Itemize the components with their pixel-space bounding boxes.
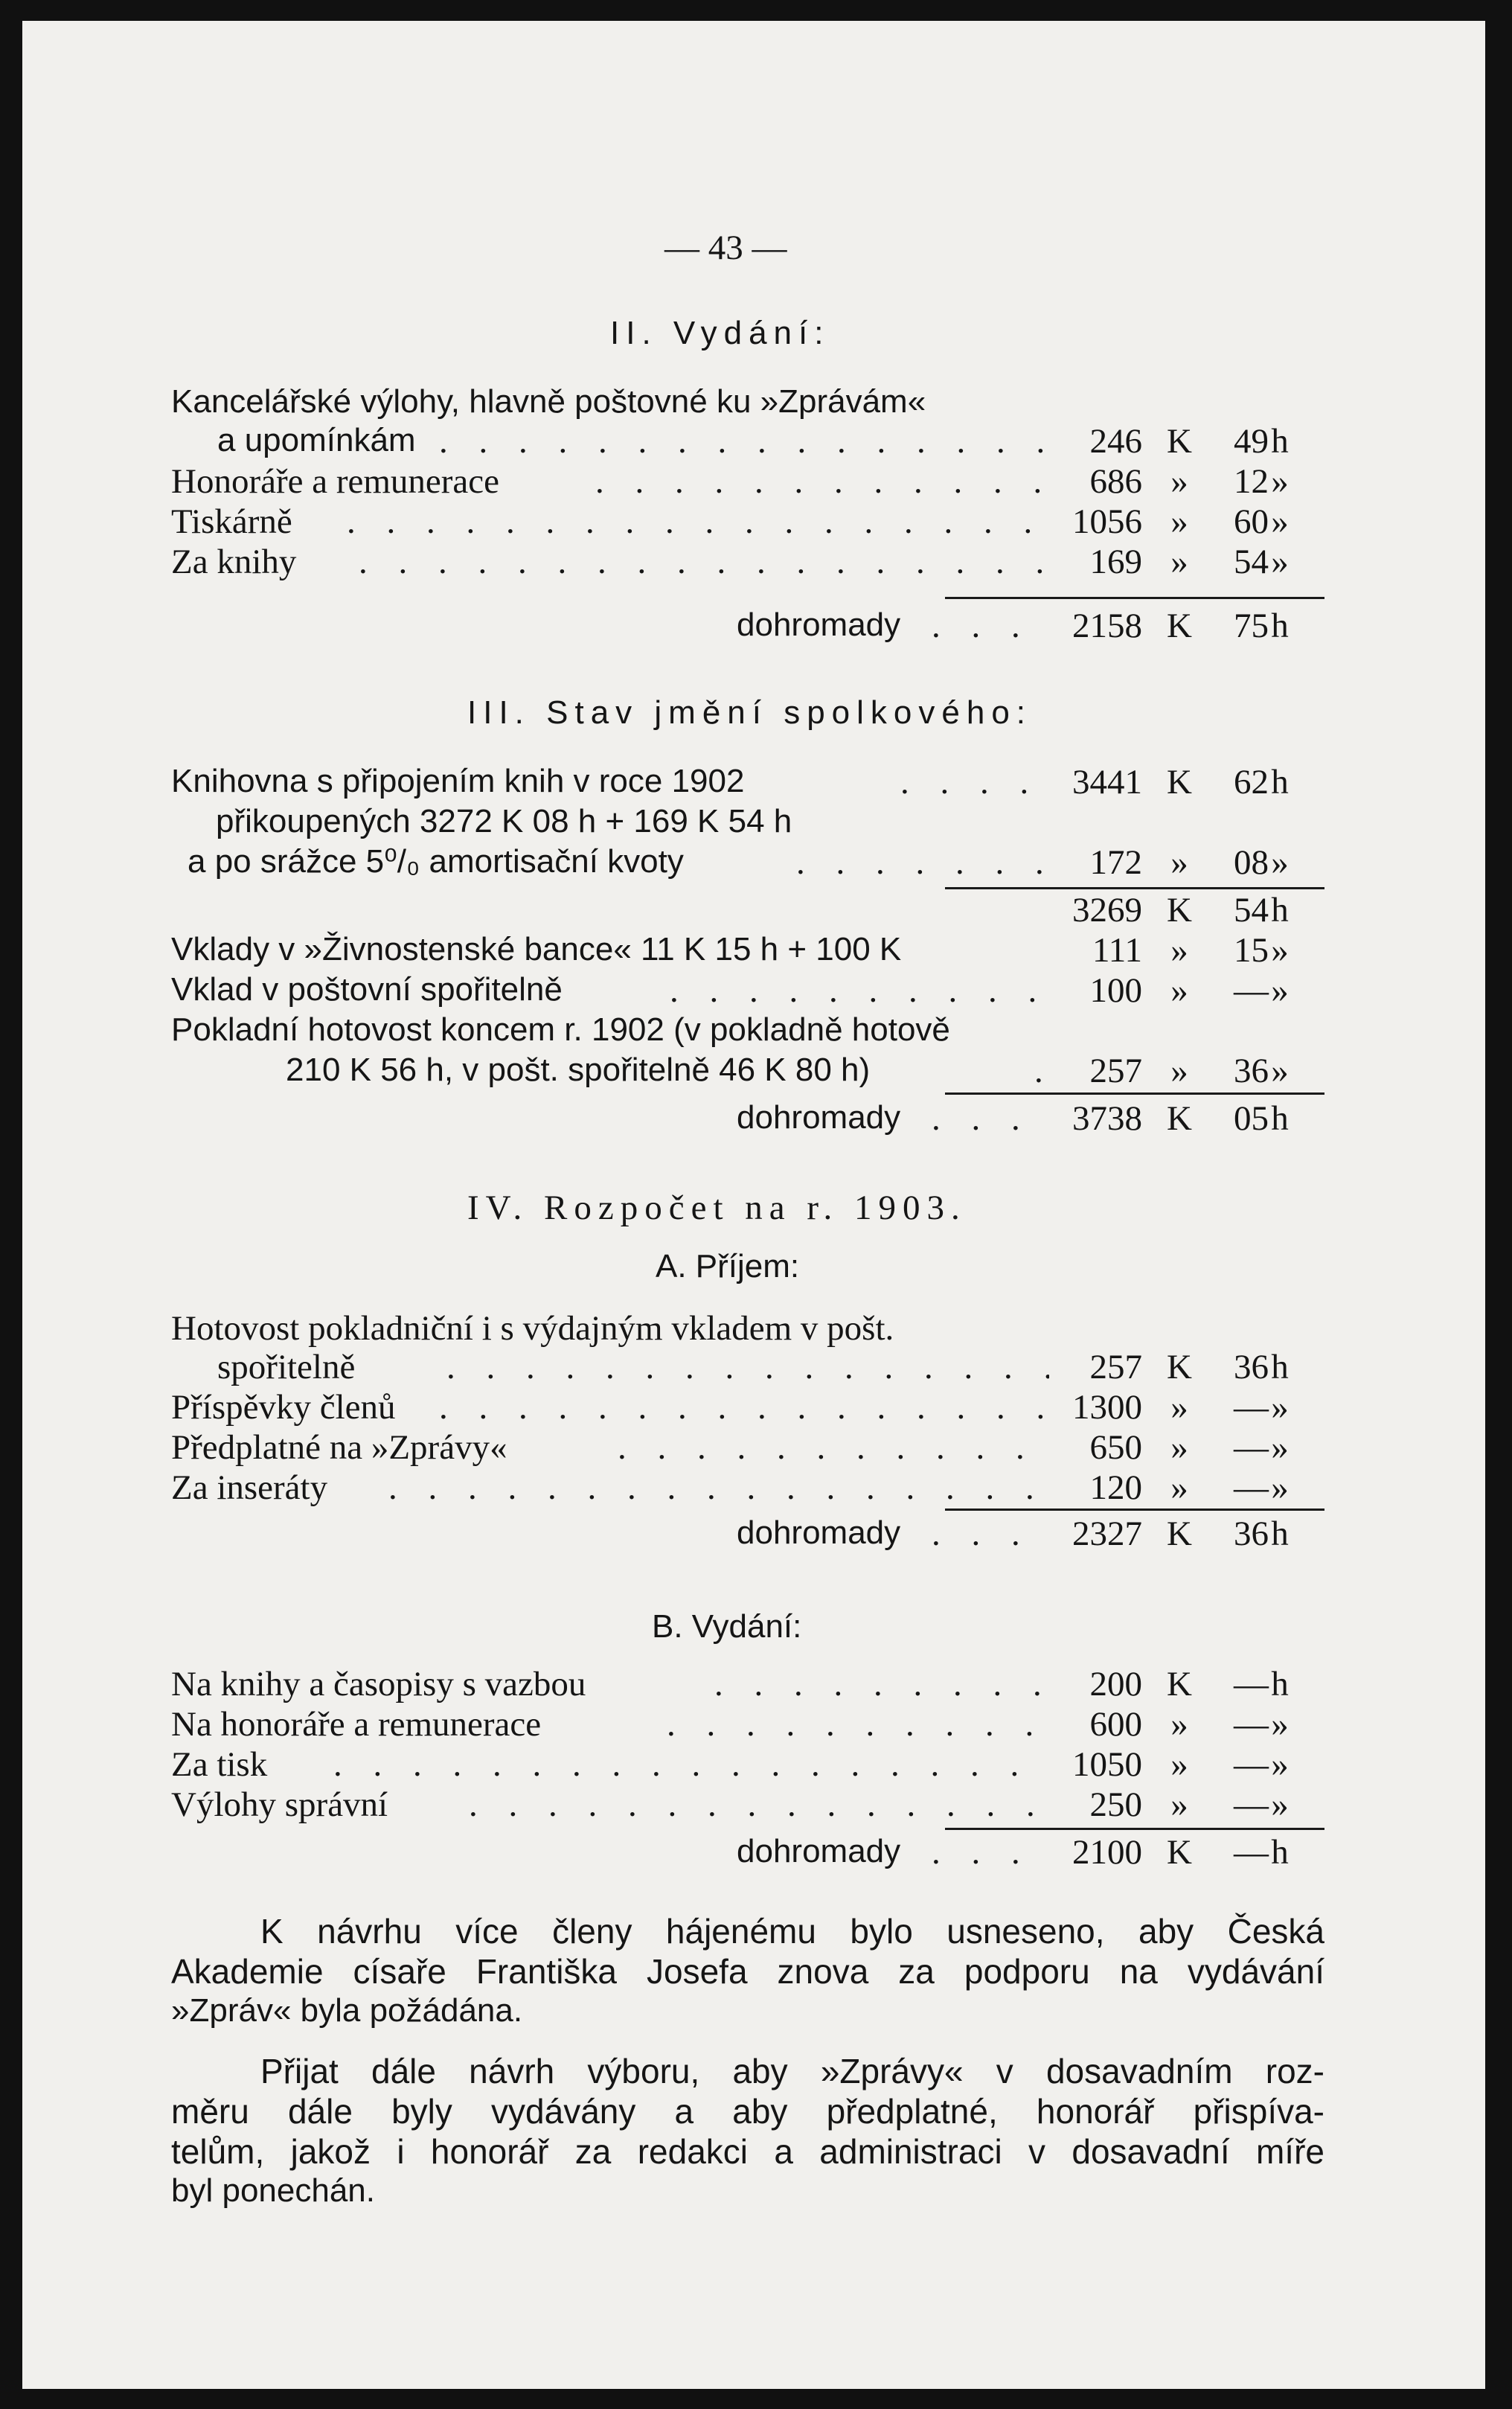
unit: K	[1167, 422, 1192, 461]
paragraph-line: měru dále byly vydávány a aby předplatné, honorář přispíva-	[171, 2092, 1324, 2131]
dot-leader	[439, 424, 1049, 459]
unit: »	[1170, 931, 1188, 970]
unit: »	[1271, 931, 1289, 970]
paragraph-line: K návrhu více členy hájenému bylo usneseno, aby Česká	[260, 1912, 1324, 1951]
dot-leader	[439, 1390, 1049, 1425]
cents: 62	[1234, 763, 1269, 802]
paragraph-line: »Zpráv« byla požádána.	[171, 1992, 523, 2029]
unit: K	[1167, 1514, 1192, 1553]
unit: K	[1167, 763, 1192, 802]
cents: —	[1234, 1785, 1269, 1824]
row-label: Příspěvky členů	[171, 1388, 396, 1427]
subsection-heading: A. Příjem:	[656, 1248, 800, 1285]
dot-leader	[469, 1788, 1049, 1823]
unit: »	[1271, 1785, 1289, 1824]
unit: K	[1167, 1665, 1192, 1703]
unit: »	[1271, 843, 1289, 882]
unit: »	[1271, 1468, 1289, 1507]
section-heading: III. Stav jmění spolkového:	[467, 694, 1033, 731]
dot-leader	[796, 845, 1049, 880]
amount: 600	[1089, 1705, 1142, 1744]
amount: 257	[1089, 1348, 1142, 1386]
unit: h	[1271, 763, 1289, 802]
unit: »	[1271, 462, 1289, 501]
unit: h	[1271, 607, 1289, 645]
cents: 08	[1234, 843, 1269, 882]
section-heading: IV. Rozpočet na r. 1903.	[467, 1188, 967, 1227]
unit: »	[1170, 462, 1188, 501]
section-heading: II. Vydání:	[610, 315, 830, 351]
cents: 05	[1234, 1099, 1269, 1138]
unit: »	[1170, 1052, 1188, 1090]
cents: —	[1234, 1833, 1269, 1872]
row-label: Knihovna s připojením knih v roce 1902	[171, 763, 745, 799]
cents: —	[1234, 1428, 1269, 1467]
unit: »	[1170, 1785, 1188, 1824]
unit: K	[1167, 891, 1192, 930]
dot-leader	[900, 765, 1049, 800]
amount: 650	[1089, 1428, 1142, 1467]
amount: 172	[1089, 843, 1142, 882]
dot-leader	[714, 1667, 1049, 1702]
total-label: dohromady	[737, 607, 901, 643]
amount: 257	[1089, 1052, 1142, 1090]
amount: 1300	[1072, 1388, 1142, 1427]
unit: »	[1170, 502, 1188, 541]
unit: »	[1271, 1388, 1289, 1427]
document-page	[22, 21, 1485, 2389]
dot-leader	[347, 505, 1049, 540]
row-label: Předplatné na »Zprávy«	[171, 1428, 507, 1467]
unit: »	[1170, 1705, 1188, 1744]
unit: h	[1271, 1514, 1289, 1553]
total-label: dohromady	[737, 1514, 901, 1551]
unit: »	[1271, 543, 1289, 581]
unit: h	[1271, 1665, 1289, 1703]
row-label: Na knihy a časopisy s vazbou	[171, 1665, 586, 1703]
cents: 75	[1234, 607, 1269, 645]
row-label: Hotovost pokladniční i s výdajným vkladem v pošt.	[171, 1309, 894, 1348]
row-label: Honoráře a remunerace	[171, 462, 499, 501]
unit: »	[1170, 1428, 1188, 1467]
unit: K	[1167, 1833, 1192, 1872]
amount: 169	[1089, 543, 1142, 581]
cents: —	[1234, 1705, 1269, 1744]
row-label: Kancelářské výlohy, hlavně poštovné ku »Zprávám«	[171, 383, 926, 420]
paragraph-line: byl ponechán.	[171, 2172, 375, 2209]
cents: —	[1234, 1388, 1269, 1427]
unit: »	[1170, 843, 1188, 882]
cents: 12	[1234, 462, 1269, 501]
dot-leader	[595, 464, 1049, 499]
cents: 36	[1234, 1052, 1269, 1090]
paragraph-line: telům, jakož i honorář za redakci a administraci v dosavadní míře	[171, 2132, 1324, 2171]
unit: »	[1170, 1388, 1188, 1427]
unit: h	[1271, 891, 1289, 930]
subsection-heading: B. Vydání:	[652, 1608, 802, 1645]
row-label: Vklad v poštovní spořitelně	[171, 971, 563, 1008]
amount: 3738	[1072, 1099, 1142, 1138]
amount: 2327	[1072, 1514, 1142, 1553]
paragraph-line: Akademie císaře Františka Josefa znova za podporu na vydávání	[171, 1952, 1324, 1991]
unit: K	[1167, 607, 1192, 645]
amount: 111	[1092, 931, 1142, 970]
unit: h	[1271, 422, 1289, 461]
row-label: Za inseráty	[171, 1468, 328, 1507]
unit: h	[1271, 1833, 1289, 1872]
row-label: Na honoráře a remunerace	[171, 1705, 542, 1744]
cents: —	[1234, 1468, 1269, 1507]
unit: h	[1271, 1348, 1289, 1386]
cents: 60	[1234, 502, 1269, 541]
cents: 49	[1234, 422, 1269, 461]
unit: »	[1271, 971, 1289, 1010]
unit: »	[1170, 1468, 1188, 1507]
cents: 15	[1234, 931, 1269, 970]
dot-leader	[670, 973, 1049, 1008]
cents: —	[1234, 1665, 1269, 1703]
row-label: Vklady v »Živnostenské bance« 11 K 15 h + 100 K	[171, 931, 902, 967]
row-label: 210 K 56 h, v pošt. spořitelně 46 K 80 h)	[286, 1052, 871, 1088]
amount: 100	[1089, 971, 1142, 1010]
amount: 3269	[1072, 891, 1142, 930]
page-number: — 43 —	[664, 228, 787, 267]
cents: 36	[1234, 1514, 1269, 1553]
row-label: přikoupených 3272 K 08 h + 169 K 54 h	[216, 803, 792, 839]
unit: »	[1271, 1428, 1289, 1467]
cents: 54	[1234, 891, 1269, 930]
dot-leader	[359, 545, 1049, 580]
sum-rule	[945, 1509, 1324, 1511]
row-label: a upomínkám	[217, 422, 416, 458]
unit: h	[1271, 1099, 1289, 1138]
unit: K	[1167, 1099, 1192, 1138]
dot-leader	[388, 1471, 1049, 1506]
total-label: dohromady	[737, 1099, 901, 1136]
amount: 2100	[1072, 1833, 1142, 1872]
amount: 686	[1089, 462, 1142, 501]
row-label: a po srážce 5⁰/₀ amortisační kvoty	[188, 843, 684, 880]
row-label: Za tisk	[171, 1745, 268, 1784]
dot-leader	[333, 1747, 1049, 1782]
sum-rule	[945, 1828, 1324, 1830]
unit: »	[1271, 502, 1289, 541]
row-label: spořitelně	[217, 1348, 356, 1386]
unit: »	[1271, 1052, 1289, 1090]
total-label: dohromady	[737, 1833, 901, 1869]
sum-rule	[945, 1092, 1324, 1095]
amount: 120	[1089, 1468, 1142, 1507]
unit: »	[1170, 543, 1188, 581]
cents: 54	[1234, 543, 1269, 581]
amount: 1050	[1072, 1745, 1142, 1784]
dot-leader	[667, 1707, 1049, 1742]
row-label: Za knihy	[171, 543, 297, 581]
amount: 1056	[1072, 502, 1142, 541]
cents: —	[1234, 971, 1269, 1010]
unit: »	[1170, 1745, 1188, 1784]
amount: 246	[1089, 422, 1142, 461]
dot-leader	[446, 1350, 1049, 1385]
unit: »	[1271, 1705, 1289, 1744]
cents: 36	[1234, 1348, 1269, 1386]
amount: 3441	[1072, 763, 1142, 802]
sum-rule	[945, 597, 1324, 599]
unit: »	[1170, 971, 1188, 1010]
amount: 2158	[1072, 607, 1142, 645]
amount: 250	[1089, 1785, 1142, 1824]
row-label: Tiskárně	[171, 502, 292, 541]
amount: 200	[1089, 1665, 1142, 1703]
sum-rule	[945, 887, 1324, 889]
cents: —	[1234, 1745, 1269, 1784]
row-label: Výlohy správní	[171, 1785, 388, 1824]
unit: »	[1271, 1745, 1289, 1784]
dot-leader	[618, 1430, 1049, 1465]
unit: K	[1167, 1348, 1192, 1386]
row-label: Pokladní hotovost koncem r. 1902 (v pokladně hotově	[171, 1011, 950, 1048]
paragraph-line: Přijat dále návrh výboru, aby »Zprávy« v dosavadním roz-	[260, 2052, 1324, 2090]
